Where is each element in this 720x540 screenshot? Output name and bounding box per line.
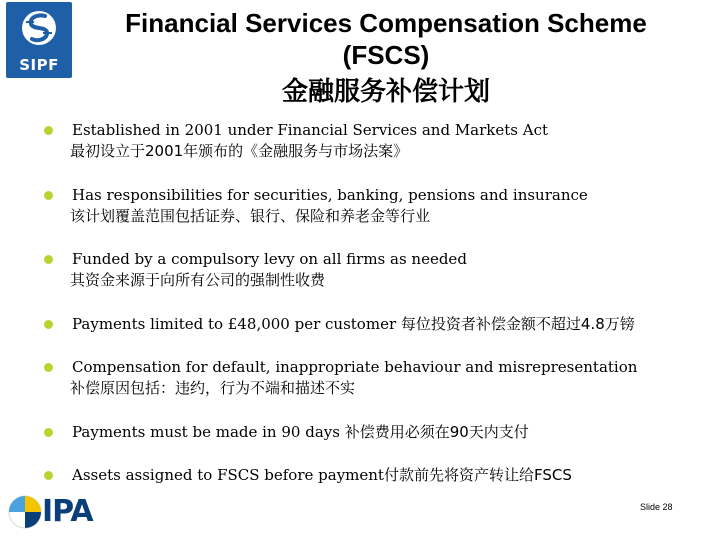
bullet-item	[44, 120, 704, 162]
bullet-item	[44, 465, 704, 486]
bullet-text-en: Payments limited to £48,000 per customer	[72, 315, 401, 333]
bullet-item	[44, 314, 704, 335]
bullet-dot-icon	[44, 255, 53, 264]
bullet-item	[44, 185, 704, 227]
sipf-logo	[6, 2, 72, 78]
sipf-logo-text: SIPF	[19, 56, 59, 74]
bullet-text-en: Funded by a compulsory levy on all firms as needed	[72, 250, 467, 268]
bullet-item	[44, 422, 704, 443]
bullet-text-cn: 其资金来源于向所有公司的强制性收费	[70, 271, 326, 289]
title-line-1: Financial Services Compensation Scheme	[125, 8, 647, 38]
bullet-text-line	[72, 314, 704, 335]
bullet-text-en: Established in 2001 under Financial Services and Markets Act	[72, 121, 549, 139]
bullet-text-line	[72, 422, 704, 443]
bullet-text-en: Assets assigned to FSCS before payment	[72, 466, 384, 484]
bullet-dot-icon	[44, 320, 53, 329]
bullet-dot-icon	[44, 428, 53, 437]
bullet-text-en: Has responsibilities for securities, banking, pensions and insurance	[72, 186, 588, 204]
ipa-emblem-icon	[8, 494, 42, 530]
sipf-emblem-icon	[21, 8, 57, 48]
ipa-logo-text: IPA	[42, 494, 93, 529]
bullet-text-cn: 付款前先将资产转让给FSCS	[383, 466, 572, 484]
title-line-2: (FSCS)	[342, 40, 430, 70]
title-line-3: 金融服务补偿计划	[281, 77, 490, 107]
slide-number: Slide 28	[640, 502, 673, 512]
bullet-dot-icon	[44, 363, 53, 372]
bullet-text-cn: 该计划覆盖范围包括证券、银行、保险和养老金等行业	[70, 207, 431, 225]
bullet-item	[44, 357, 704, 399]
bullet-item	[44, 249, 704, 291]
bullet-text-cn: 补偿原因包括：违约，行为不端和描述不实	[70, 379, 356, 397]
bullet-text-en: Payments must be made in 90 days	[72, 423, 345, 441]
ipa-logo	[8, 492, 108, 532]
bullet-dot-icon	[44, 471, 53, 480]
bullet-text-cn: 补偿费用必须在90天内支付	[344, 423, 529, 441]
bullet-dot-icon	[44, 191, 53, 200]
bullet-text-cn: 每位投资者补偿金额不超过4.8万镑	[400, 315, 635, 333]
bullet-text-en: Compensation for default, inappropriate behaviour and misrepresentation	[72, 358, 638, 376]
bullet-dot-icon	[44, 126, 53, 135]
bullet-text-line	[72, 465, 704, 486]
bullet-text-cn: 最初设立于2001年颁布的《金融服务与市场法案》	[70, 142, 409, 160]
